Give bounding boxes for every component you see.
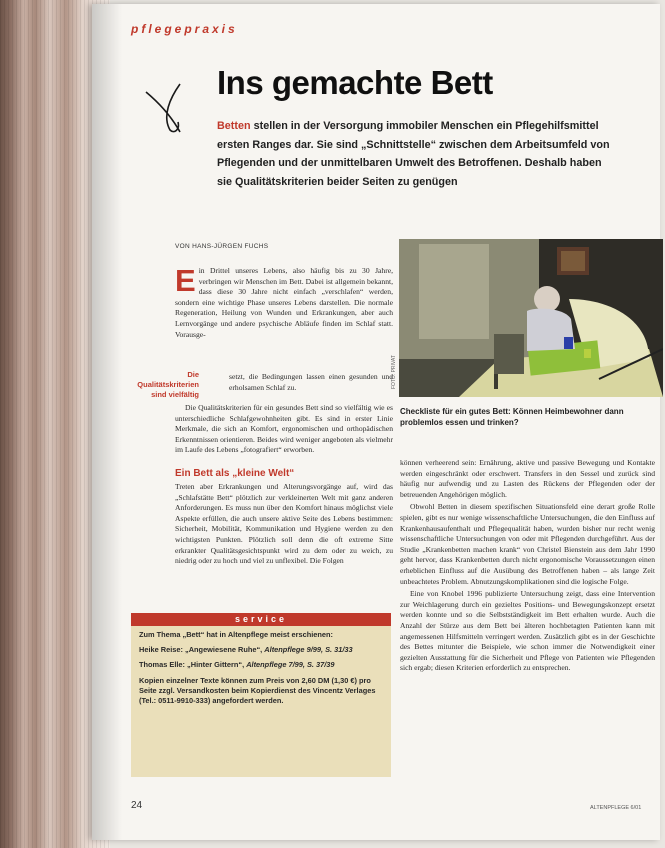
service-intro: Zum Thema „Bett“ hat in Altenpflege meist erschienen: <box>139 630 333 639</box>
photo-caption: Checkliste für ein gutes Bett: Können Heimbewohner dann problemlos essen und trinken? <box>400 407 624 427</box>
right-column <box>400 458 655 674</box>
body-paragraph-1b: setzt, die Bedingungen lassen einen gesunden und erholsamen Schlaf zu. <box>229 372 393 392</box>
service-box-title: service <box>131 613 391 626</box>
service-item-2: Thomas Elle: „Hinter Gittern“, Altenpflege 7/99, S. 37/39 <box>139 660 335 670</box>
page-number: 24 <box>131 800 143 811</box>
subheading: Ein Bett als „kleine Welt“ <box>175 468 295 479</box>
body-paragraph-4: können verheerend sein: Ernährung, aktive und passive Bewegung und Kontakte werden eingeschränkt oder erschwert. Transfers in den Sessel und zurück sind häufig nur aufwendig und zu Lasten des Rückens der Pflegenden oder der betreuenden Angehörigen möglich. <box>400 458 655 499</box>
service-item-1: Heike Reise: „Angewiesene Ruhe“, Altenpflege 9/99, S. 31/33 <box>139 645 353 655</box>
article-headline: Ins gemachte Bett <box>217 64 493 101</box>
service-box <box>131 613 391 777</box>
article-lead <box>217 117 617 191</box>
body-paragraph-3: Treten aber Erkrankungen und Alterungsvorgänge auf, wird das „Schlafstätte Bett“ plötzlich zur verkleinerten Welt mit ganz anderen Anforderungen. Es muss nun über den Komfort hinaus möglichst viele Aspekte erfüllen, die auch unsere aktive Seite des Lebens bestimmen: Sicherheit, Mobilität, Kommunikation und Hygiene werden zu den wichtigsten Punkten. Plötzlich soll denn die oft extreme Sitte erkrankter Qualitätsgesichtspunkt wird zu dem oder zu weich, zu niedrig oder zu hoch und viel zu unflexibel. Die Folgen <box>175 482 393 566</box>
lead-highlight: Betten <box>217 120 251 132</box>
footer-issue: ALTENPFLEGE 6/01 <box>590 805 642 811</box>
body-paragraph-2: Die Qualitätskriterien für ein gesundes Bett sind so vielfältig wie es unterschiedliche Schlafgewohnheiten gibt. Es sind in erster Linie Merkmale, die sich an Komfort, ergonomischen und orthopädischen Erkenntnissen orientieren. Beides wird weniger angeboten als vielmehr im Laufe des Lebens „fotografiert“ erworben. <box>175 403 393 455</box>
body-paragraph-5: Obwohl Betten in diesem spezifischen Situationsfeld eine derart große Rolle spielen, gibt es nur wenige wissenschaftliche Untersuchungen, die den Einfluss auf Krankenhausaufenthalt und Pflegequalität haben, wurden bisher nur recht wenig wissenschaftliche Untersuchungen von oder mit Pflegenden durchgeführt. Aus der Studie „Krankenbetten machen krank“ von Christel Bienstein aus dem Jahr 1990 geht hervor, dass Krankenbetten durch nicht ergonomische Voraussetzungen einen erheblichen Einfluss auf die Ausübung des Betroffenen haben – als lange Zeit unbeachtetes Problem. Abnutzungskomplikationen sind die logische Folge. <box>400 502 655 586</box>
pull-quote: Die Qualitätskriterien sind vielfältig <box>137 370 199 399</box>
handwritten-x-mark <box>140 80 200 140</box>
article-photo <box>399 239 663 397</box>
body-paragraph-6: Eine von Knobel 1996 publizierte Untersuchung zeigt, dass eine Intervention zur Weichlagerung durch ein gezieltes Positions- und Bewegungskonzept ersetzt werden konnte und so die Selbstständigkeit im Bett erhalten wurde. Auch die Anzahl der Stürze aus dem Bett bei älteren hochbetagten Patienten kann mit angemessenen Hilfsmitteln verringert werden. Zusätzlich gibt es in der Geschichte des Bettes mitunter die Beispiele, wie schon immer die Notwendigkeit einer gezielten Ausstattung für die Sicherheit und Pflege von Patienten wie Pflegenden sich ergab; diesen Kriterien erforderlich zu entsprechen. <box>400 589 655 673</box>
section-label: pflegepraxis <box>131 22 238 36</box>
byline: VON HANS-JÜRGEN FUCHS <box>175 243 269 250</box>
photo-credit: FOTO: PRIVAT <box>391 355 397 389</box>
service-order-info: Kopien einzelner Texte können zum Preis von 2,60 DM (1,30 €) pro Seite zzgl. Versandkosten beim Kopierdienst des Vincentz Verlages (Tel.: 0511-9910-333) angefordert werden. <box>139 675 376 706</box>
lead-text: stellen in der Versorgung immobiler Menschen ein Pflegehilfsmittel ersten Ranges dar. Sie sind „Schnittstelle“ zwischen dem Arbeitsumfeld von Pflegenden und der unmittelbaren Umwelt des Betroffenen. Deshalb haben sie Qualitätskriterien beider Seiten zu genügen <box>217 120 610 188</box>
body-paragraph-1: Ein Drittel unseres Lebens, also häufig bis zu 30 Jahre, verbringen wir Menschen im Bett. Dabei ist allgemein bekannt, dass diese 30 Jahre nicht einfach „verschlafen“ werden, sondern eine wichtige Phase unseres Lebens darstellen. Die normale Regeneration, Heilung von Wunden und Erkrankungen, aber auch Lernvorgänge und andere psychische Abläufe finden im Schlaf statt. Vorausge- <box>175 263 393 339</box>
drop-cap: E <box>175 263 196 298</box>
